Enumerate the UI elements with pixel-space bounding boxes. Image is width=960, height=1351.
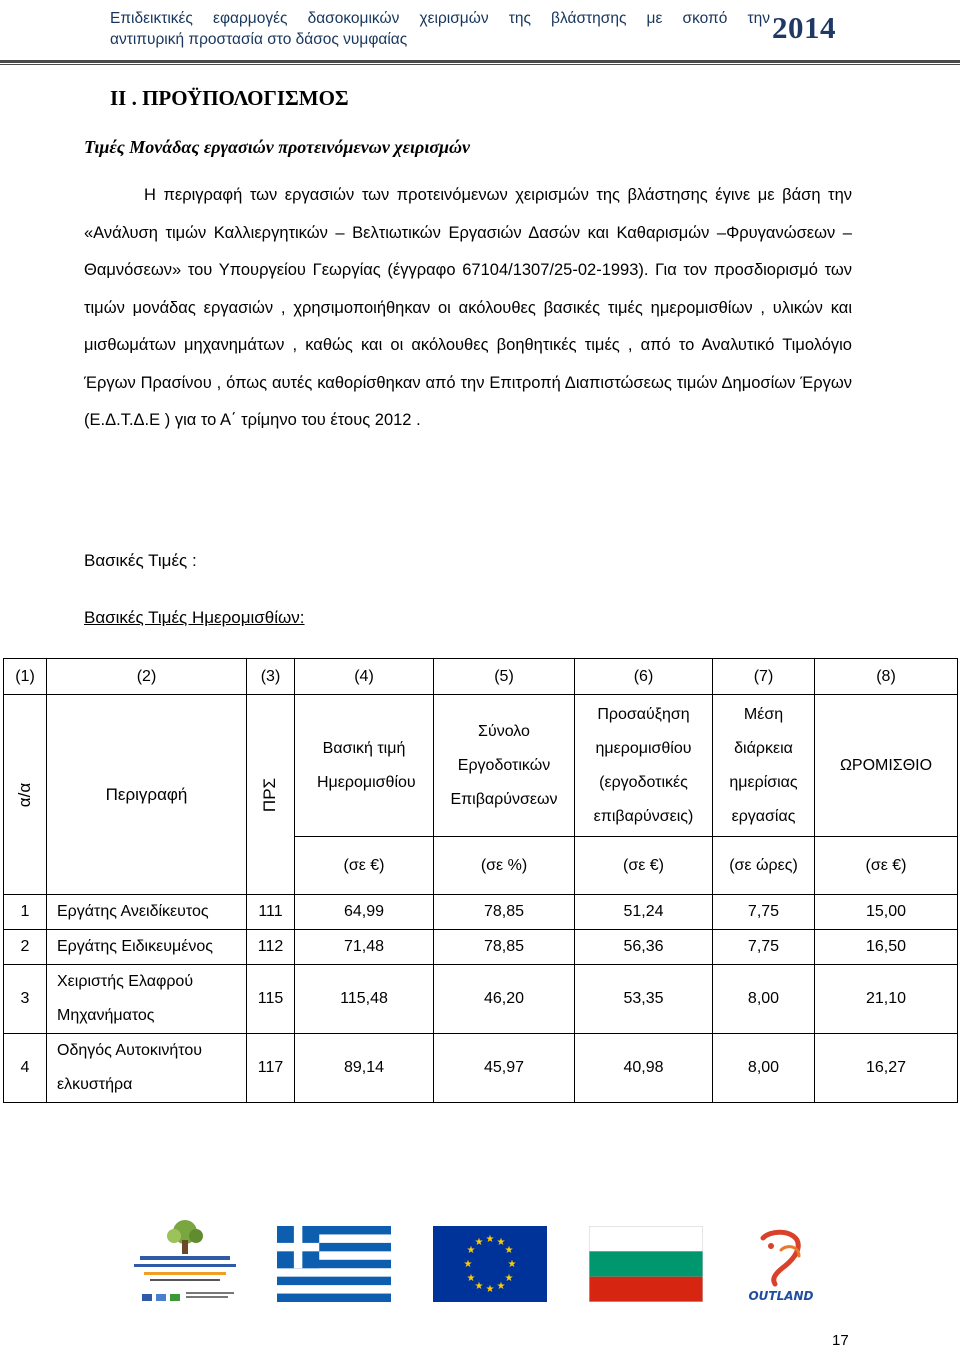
col-num: (5) (434, 659, 575, 695)
intro-paragraph-text: Η περιγραφή των εργασιών των προτεινόμενων χειρισμών της βλάστησης έγινε με βάση την «Ανάλυση τιμών Καλλιεργητικών – Βελτιωτικών Εργασιών Δασών και Καθαρισμών –Φρυγανώσεων – Θαμνόσεων» του Υπουργείου Γεωργίας (έγγραφο 67104/1307/25-02-1993). Για τον προσδιορισμό των τιμών μονάδας εργασιών , χρησιμοποιήθηκαν οι ακόλουθες βασικές τιμές ημερομισθίων , υλικών και μισθωμάτων μηχανημάτων , καθώς και οι ακόλουθες βοηθητικές τιμές , από το Αναλυτικό Τιμολόγιο Έργων Πρασίνου , όπως αυτές καθορίσθηκαν από την Επιτροπή Διαπιστώσεως τιμών Δημοσίων Έργων (Ε.Δ.Τ.Δ.Ε ) για το Α΄ τρίμηνο του έτους 2012 . (84, 186, 852, 429)
cell-prs: 111 (247, 895, 295, 930)
cell-avg-duration: 7,75 (713, 895, 815, 930)
svg-text:★: ★ (466, 1273, 476, 1284)
svg-text:★: ★ (507, 1259, 517, 1270)
bulgaria-flag-icon (589, 1226, 703, 1302)
cell-employer-total: 78,85 (434, 930, 575, 965)
cell-description: Χειριστής Ελαφρού Μηχανήματος (47, 965, 247, 1034)
cell-wage-increase: 40,98 (575, 1034, 713, 1103)
programme-logo (120, 1216, 250, 1308)
svg-text:★: ★ (496, 1281, 506, 1292)
header-title-line2: αντιπυρική προστασία στο δάσος νυμφαίας (110, 31, 408, 48)
cell-wage-increase: 56,36 (575, 930, 713, 965)
svg-text:★: ★ (504, 1245, 514, 1256)
svg-text:★: ★ (463, 1259, 473, 1270)
cell-wage-increase: 51,24 (575, 895, 713, 930)
svg-text:★: ★ (485, 1284, 495, 1295)
header-title (110, 8, 770, 50)
unit-cell: (σε ώρες) (713, 837, 815, 895)
cell-aa: 1 (4, 895, 47, 930)
cell-aa: 4 (4, 1034, 47, 1103)
svg-text:★: ★ (496, 1237, 506, 1248)
col-num: (1) (4, 659, 47, 695)
unit-cell: (σε €) (815, 837, 958, 895)
subtitle: Τιμές Μονάδας εργασιών προτεινόμενων χειρισμών (84, 137, 471, 157)
table-row (4, 895, 958, 930)
svg-text:★: ★ (474, 1281, 484, 1292)
intro-paragraph (84, 177, 852, 440)
header-avg-duration: Μέση διάρκεια ημερίσιας εργασίας (713, 695, 815, 837)
cell-employer-total: 45,97 (434, 1034, 575, 1103)
table-row (4, 930, 958, 965)
cell-base-wage: 64,99 (295, 895, 434, 930)
unit-cell: (σε %) (434, 837, 575, 895)
unit-cell: (σε €) (295, 837, 434, 895)
cell-hourly: 16,50 (815, 930, 958, 965)
eu-flag-icon (433, 1226, 547, 1302)
outland-logo (741, 1226, 821, 1306)
column-number-row (4, 659, 958, 695)
cell-prs: 115 (247, 965, 295, 1034)
col-num: (2) (47, 659, 247, 695)
cell-wage-increase: 53,35 (575, 965, 713, 1034)
unit-cell: (σε €) (575, 837, 713, 895)
cell-employer-total: 46,20 (434, 965, 575, 1034)
cell-prs: 117 (247, 1034, 295, 1103)
header-hourly: ΩΡΟΜΙΣΘΙΟ (815, 695, 958, 837)
svg-text:★: ★ (474, 1237, 484, 1248)
header-aa-label: α/α (14, 782, 34, 807)
cell-base-wage: 115,48 (295, 965, 434, 1034)
wage-table (3, 658, 958, 1103)
table-row (4, 965, 958, 1034)
cell-description: Οδηγός Αυτοκινήτου ελκυστήρα (47, 1034, 247, 1103)
col-num: (3) (247, 659, 295, 695)
col-num: (4) (295, 659, 434, 695)
header-rule-thin (0, 64, 960, 65)
svg-text:★: ★ (504, 1273, 514, 1284)
cell-hourly: 15,00 (815, 895, 958, 930)
header-wage-increase: Προσαύξηση ημερομισθίου (εργοδοτικές επιβαρύνσεις) (575, 695, 713, 837)
cell-description: Εργάτης Ειδικευμένος (47, 930, 247, 965)
header-base-wage: Βασική τιμή Ημερομισθίου (295, 695, 434, 837)
col-num: (8) (815, 659, 958, 695)
svg-text:★: ★ (485, 1234, 495, 1245)
svg-text:★: ★ (466, 1245, 476, 1256)
header-title-line1: Επιδεικτικές εφαρμογές δασοκομικών χειρισμών της βλάστησης με σκοπό την (110, 10, 770, 27)
header-rule (0, 60, 960, 63)
cell-description: Εργάτης Ανειδίκευτος (47, 895, 247, 930)
table-row (4, 1034, 958, 1103)
header-aa (4, 695, 47, 895)
header-prs-label: ΠΡΣ (260, 777, 280, 812)
header-year: 2014 (772, 10, 836, 45)
cell-avg-duration: 8,00 (713, 965, 815, 1034)
cell-base-wage: 89,14 (295, 1034, 434, 1103)
cell-avg-duration: 7,75 (713, 930, 815, 965)
cell-avg-duration: 8,00 (713, 1034, 815, 1103)
col-num: (6) (575, 659, 713, 695)
cell-base-wage: 71,48 (295, 930, 434, 965)
cell-prs: 112 (247, 930, 295, 965)
cell-employer-total: 78,85 (434, 895, 575, 930)
page-number: 17 (832, 1332, 849, 1349)
header-prs (247, 695, 295, 895)
basic-wages-label: Βασικές Τιμές Ημερομισθίων: (84, 608, 305, 627)
cell-hourly: 21,10 (815, 965, 958, 1034)
col-num: (7) (713, 659, 815, 695)
cell-aa: 3 (4, 965, 47, 1034)
outland-logo-text: OUTLAND (748, 1289, 814, 1303)
header-employer-total: Σύνολο Εργοδοτικών Επιβαρύνσεων (434, 695, 575, 837)
header-row (4, 695, 958, 837)
basic-prices-label: Βασικές Τιμές : (84, 551, 197, 570)
cell-aa: 2 (4, 930, 47, 965)
section-title: ΙΙ . ΠΡΟΫΠΟΛΟΓΙΣΜΟΣ (110, 86, 349, 110)
greece-flag-icon (277, 1226, 391, 1302)
header-description: Περιγραφή (47, 695, 247, 895)
cell-hourly: 16,27 (815, 1034, 958, 1103)
